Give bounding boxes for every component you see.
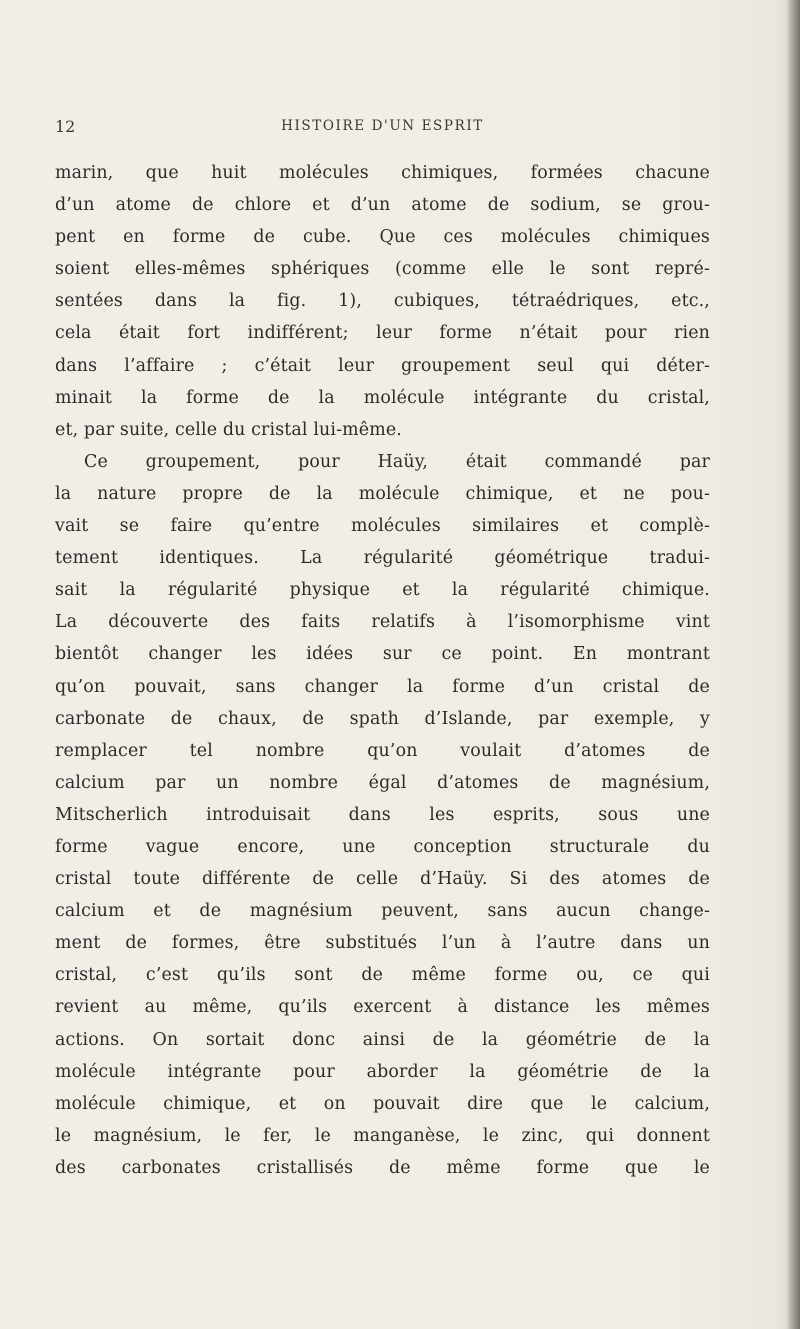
text-line: Mitscherlich introduisait dans les esprits, sous une: [55, 804, 710, 825]
text-line: dans l’affaire ; c’était leur groupement seul qui déter-: [55, 355, 710, 376]
text-line: remplacer tel nombre qu’on voulait d’atomes de: [55, 740, 710, 761]
text-line: vait se faire qu’entre molécules similaires et complè-: [55, 516, 710, 537]
text-line: cela était fort indifférent; leur forme n’était pour rien: [55, 323, 710, 344]
page-header: [55, 117, 710, 141]
text-line: pent en forme de cube. Que ces molécules chimiques: [55, 227, 710, 248]
text-line: le magnésium, le fer, le manganèse, le zinc, qui donnent: [55, 1125, 710, 1146]
text-line: carbonate de chaux, de spath d’Islande, par exemple, y: [55, 708, 710, 729]
text-line: qu’on pouvait, sans changer la forme d’un cristal de: [55, 676, 710, 697]
page-number: 12: [55, 117, 76, 136]
text-line: calcium par un nombre égal d’atomes de magnésium,: [55, 772, 710, 793]
text-line: calcium et de magnésium peuvent, sans aucun change-: [55, 901, 710, 922]
text-line: forme vague encore, une conception structurale du: [55, 836, 710, 857]
text-line: d’un atome de chlore et d’un atome de sodium, se grou-: [55, 195, 710, 216]
text-line: cristal, c’est qu’ils sont de même forme ou, ce qui: [55, 965, 710, 986]
text-line: minait la forme de la molécule intégrante du cristal,: [55, 387, 710, 408]
text-line: Ce groupement, pour Haüy, était commandé par: [84, 451, 710, 472]
text-line: molécule intégrante pour aborder la géométrie de la: [55, 1061, 710, 1082]
body-text: [55, 157, 710, 1184]
text-line: bientôt changer les idées sur ce point. En montrant: [55, 644, 710, 665]
text-line: des carbonates cristallisés de même forme que le: [55, 1157, 710, 1178]
text-line: cristal toute différente de celle d’Haüy. Si des atomes de: [55, 869, 710, 890]
text-line: molécule chimique, et on pouvait dire que le calcium,: [55, 1093, 710, 1114]
page-edge-shadow: [786, 0, 800, 1329]
text-line: La découverte des faits relatifs à l’isomorphisme vint: [55, 612, 710, 633]
text-line: et, par suite, celle du cristal lui-même.: [55, 419, 402, 440]
text-line: actions. On sortait donc ainsi de la géométrie de la: [55, 1029, 710, 1050]
text-line: revient au même, qu’ils exercent à distance les mêmes: [55, 997, 710, 1018]
text-line: soient elles-mêmes sphériques (comme elle le sont repré-: [55, 259, 710, 280]
text-line: sait la régularité physique et la régularité chimique.: [55, 580, 710, 601]
text-line: sentées dans la fig. 1), cubiques, tétraédriques, etc.,: [55, 291, 710, 312]
running-title: HISTOIRE D'UN ESPRIT: [281, 118, 484, 134]
text-line: la nature propre de la molécule chimique, et ne pou-: [55, 483, 710, 504]
text-line: marin, que huit molécules chimiques, formées chacune: [55, 163, 710, 183]
text-line: tement identiques. La régularité géométrique tradui-: [55, 548, 710, 569]
text-line: ment de formes, être substitués l’un à l’autre dans un: [55, 933, 710, 954]
